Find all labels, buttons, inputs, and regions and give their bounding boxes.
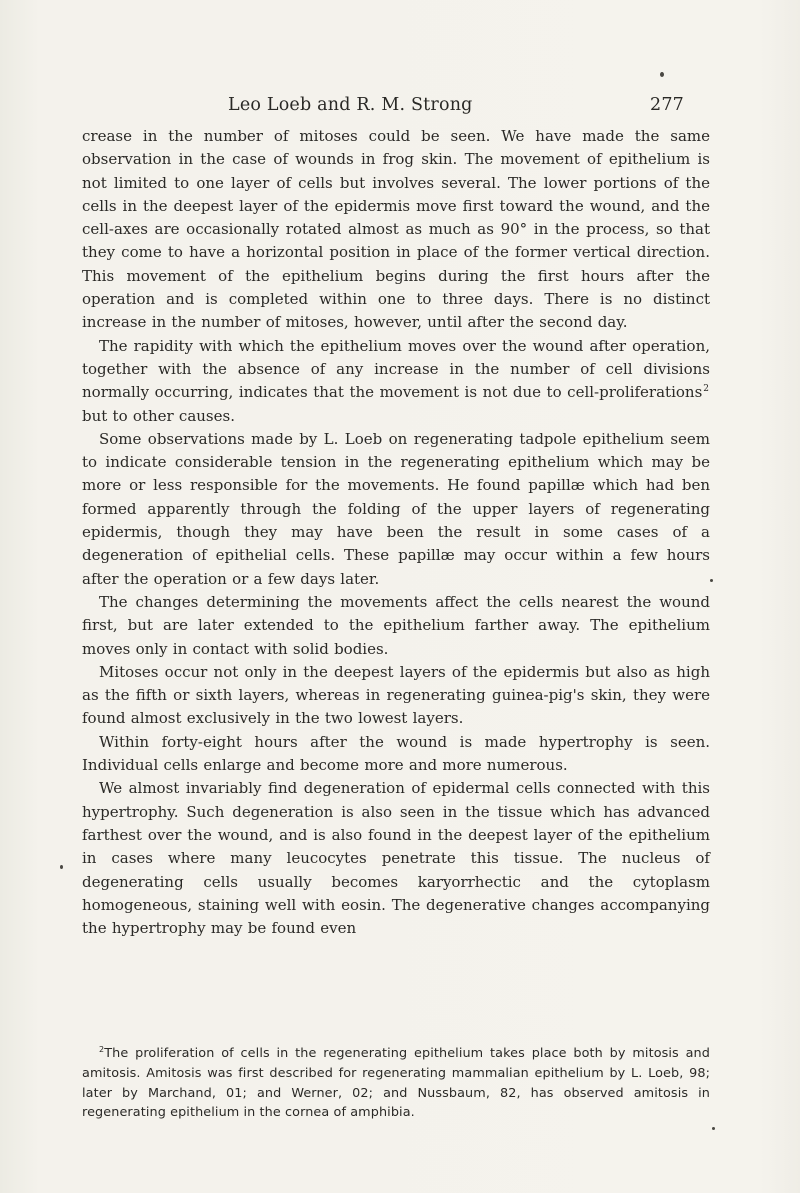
paragraph: We almost invariably find degeneration of epidermal cells connected with this hypertrophy. Such degeneration is also seen in the tissue which has advanced farthest over the wound, and is also found in the deepest layer of the epithelium in cases where many leucocytes penetrate this tissue. The nucleus of degenerating cells usually becomes karyorrhectic and the cytoplasm homogeneous, staining well with eosin. The degenerative changes accompanying the hypertrophy may be found even (82, 779, 710, 938)
paragraph-text: The rapidity with which the epithelium moves over the wound after operation, together with the absence of any increase in the number of cell divisions normally occurring, indicates that the movement is not due to cell-proliferations (82, 336, 710, 402)
paragraph: Mitoses occur not only in the deepest layers of the epidermis but also as high as the fifth or sixth layers, whereas in regenerating guinea-pig's skin, they were found almost exclusively in the two lowest layers. (82, 662, 710, 728)
page-speck (60, 865, 63, 869)
page-speck (660, 72, 664, 77)
page-speck (712, 1127, 715, 1130)
paragraph: Some observations made by L. Loeb on regenerating tadpole epithelium seem to indicate considerable tension in the regenerating epithelium which may be more or less responsible for the movements. He found papillæ which had ben formed apparently through the folding of the upper layers of regenerating epidermis, though they may have been the result in some cases of a degeneration of epithelial cells. These papillæ may occur within a few hours after the operation or a few days later. (82, 429, 710, 588)
paragraph: Within forty-eight hours after the wound is made hypertrophy is seen. Individual cells enlarge and become more and more numerous. (82, 732, 710, 775)
page-number: 277 (650, 95, 685, 115)
paragraph (82, 335, 710, 428)
page-header (0, 95, 800, 121)
paragraph-text: but to other causes. (82, 406, 235, 425)
running-title: Leo Loeb and R. M. Strong (228, 95, 473, 115)
page-speck (710, 579, 713, 582)
footnote-reference: 2 (703, 384, 709, 395)
paragraph: The changes determining the movements affect the cells nearest the wound first, but are later extended to the epithelium farther away. The epithelium moves only in contact with solid bodies. (82, 592, 710, 658)
footnote-mark: 2 (99, 1045, 105, 1054)
body-text (82, 125, 710, 940)
footnote-text: The proliferation of cells in the regenerating epithelium takes place both by mitosis and amitosis. Amitosis was first described for regenerating mammalian epithelium by L. Loeb, 98; later by Marchand, 01; and Werner, 02; and Nussbaum, 82, has observed amitosis in regenerating epithelium in the cornea of amphibia. (82, 1046, 710, 1121)
paragraph: crease in the number of mitoses could be seen. We have made the same observation in the case of wounds in frog skin. The movement of epithelium is not limited to one layer of cells but involves several. The lower portions of the cells in the deepest layer of the epidermis move first toward the wound, and the cell-axes are occasionally rotated almost as much as 90° in the process, so that they come to have a horizontal position in place of the former vertical direction. This movement of the epithelium begins during the first hours after the operation and is completed within one to three days. There is no distinct increase in the number of mitoses, however, until after the second day. (82, 127, 710, 332)
footnote (82, 1044, 710, 1123)
